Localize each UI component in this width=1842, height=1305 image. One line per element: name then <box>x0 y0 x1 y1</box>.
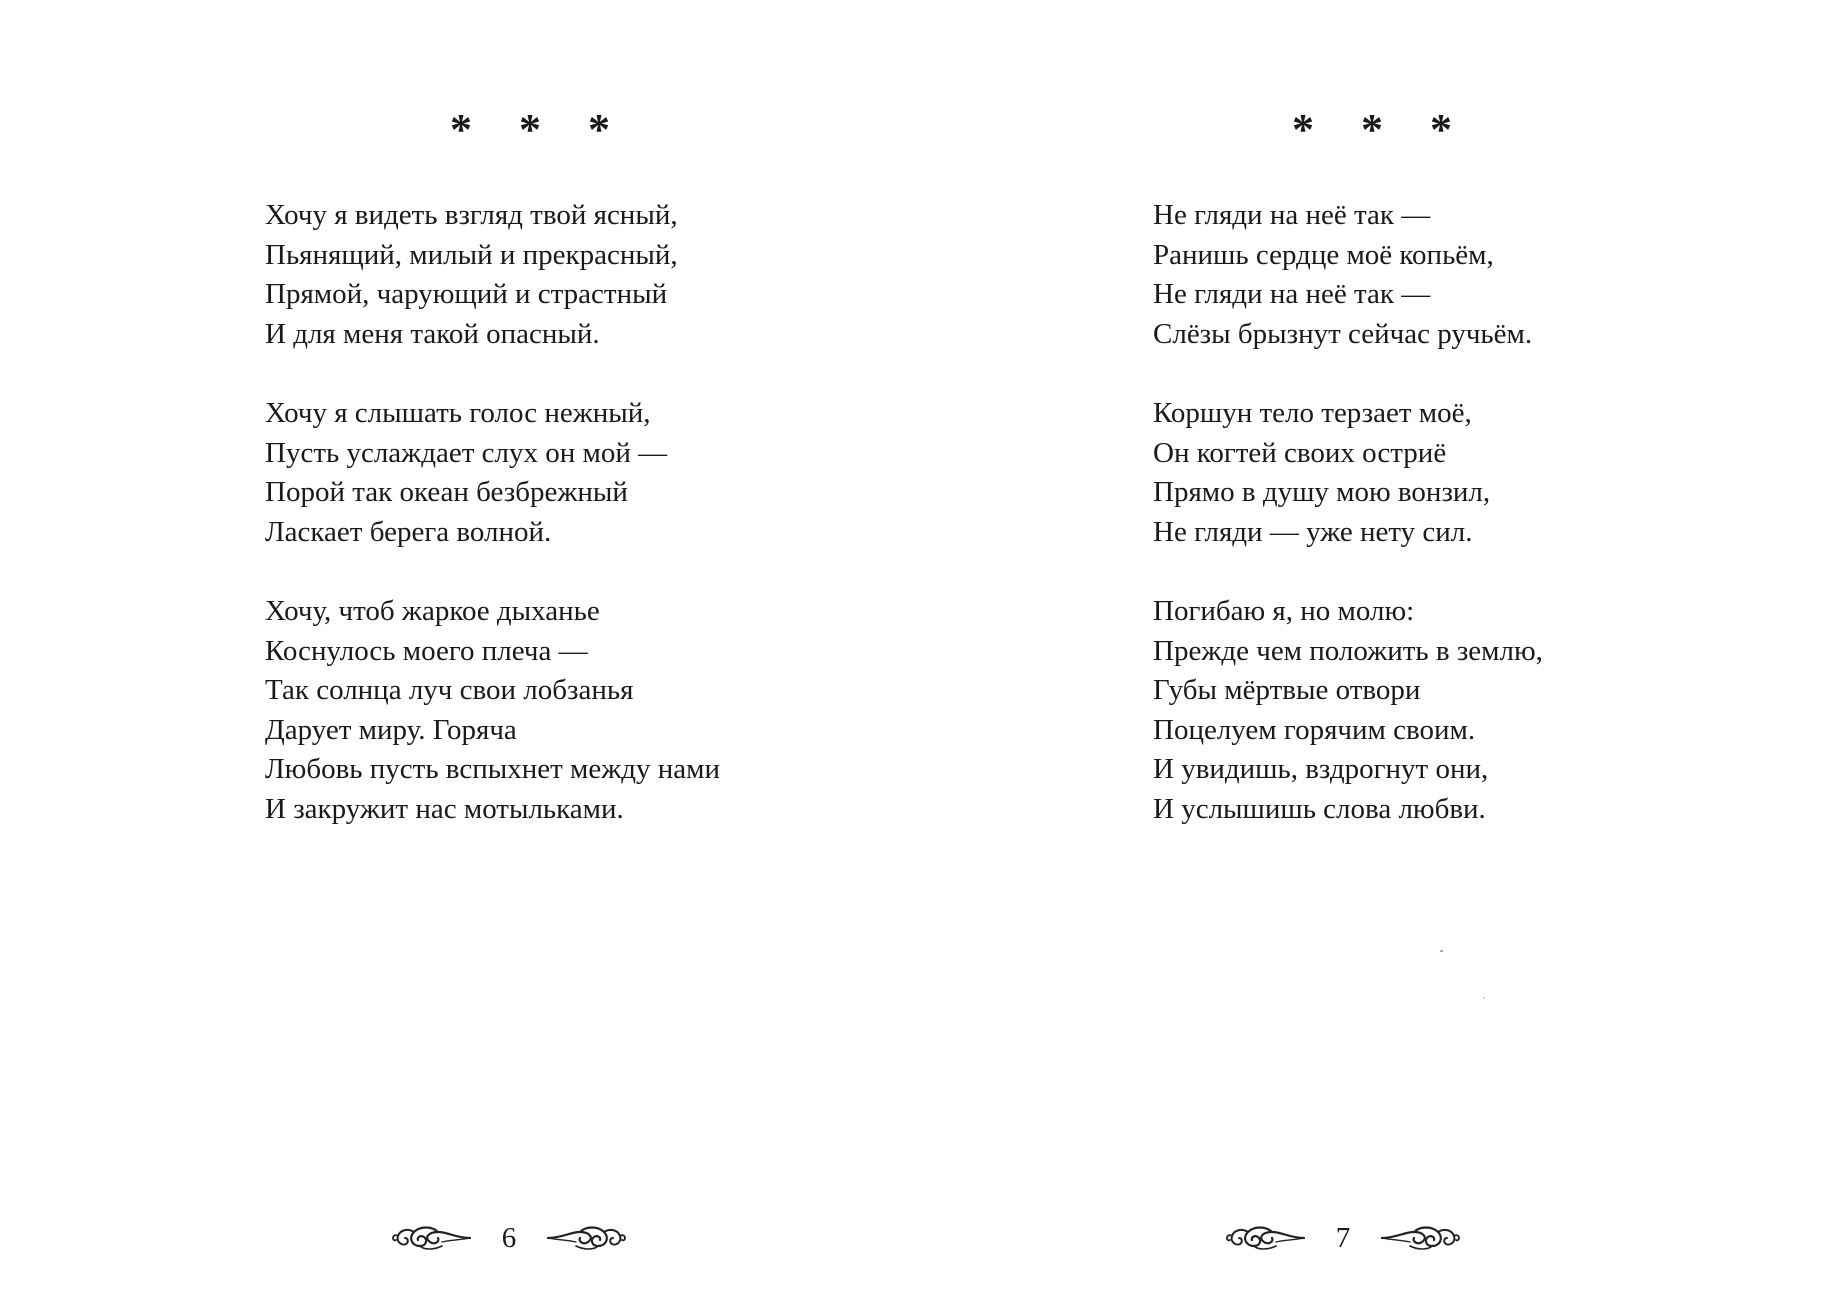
poem-line: Любовь пусть вспыхнет между нами <box>265 753 721 786</box>
poem-line: Прямо в душу мою вонзил, <box>1153 476 1491 509</box>
flourish-ornament-icon <box>1224 1222 1306 1254</box>
stanza <box>265 196 720 354</box>
stanza <box>265 592 720 830</box>
poem-line: Не гляди на неё так — <box>1153 199 1431 231</box>
print-speck <box>1483 997 1485 999</box>
right-page <box>921 0 1842 1305</box>
stanza <box>1153 592 1543 830</box>
poem-line: Пьянящий, милый и прекрасный, <box>265 238 678 271</box>
stanza <box>1153 394 1543 552</box>
poem-line: И для меня такой опасный. <box>265 317 600 350</box>
poem-line: Коршун тело терзает моё, <box>1153 396 1472 429</box>
poem-line: Ласкает берега волной. <box>265 515 552 548</box>
poem-line: Прежде чем положить в землю, <box>1153 634 1543 667</box>
section-separator: * * * <box>1292 105 1470 154</box>
page-number: 6 <box>501 1221 517 1254</box>
poem-line: Коснулось моего плеча — <box>265 634 588 667</box>
poem-line: Хочу, чтоб жаркое дыханье <box>265 594 600 627</box>
stanza <box>1153 196 1543 354</box>
page-number: 7 <box>1335 1221 1351 1254</box>
stanza <box>265 394 720 552</box>
section-separator: * * * <box>450 105 628 154</box>
flourish-ornament-icon <box>390 1222 472 1254</box>
page-footer <box>1224 1218 1462 1258</box>
poem-line: Порой так океан безбрежный <box>265 476 628 509</box>
poem-line: Хочу я слышать голос нежный, <box>265 396 651 429</box>
poem-line: Не гляди на неё так — <box>1153 278 1431 311</box>
poem <box>1153 196 1543 830</box>
poem-line: Пусть услаждает слух он мой — <box>265 436 668 469</box>
poem-line: Слёзы брызнут сейчас ручьём. <box>1153 317 1533 350</box>
poem-line: Прямой, чарующий и страстный <box>265 278 668 311</box>
poem-line: И увидишь, вздрогнут они, <box>1153 753 1489 786</box>
poem-line: И закружит нас мотыльками. <box>265 792 624 825</box>
poem-line: Не гляди — уже нету сил. <box>1153 515 1473 548</box>
poem-line: Губы мёртвые отвори <box>1153 674 1421 707</box>
page-footer <box>390 1218 628 1258</box>
flourish-ornament-icon <box>546 1222 628 1254</box>
poem-line: Так солнца луч свои лобзанья <box>265 674 634 707</box>
poem-line: Хочу я видеть взгляд твой ясный, <box>265 199 678 231</box>
print-speck <box>1440 950 1443 952</box>
poem-line: Дарует миру. Горяча <box>265 713 517 746</box>
poem-line: Он когтей своих остриё <box>1153 436 1447 469</box>
poem-line: Поцелуем горячим своим. <box>1153 713 1476 746</box>
flourish-ornament-icon <box>1380 1222 1462 1254</box>
poem-line: И услышишь слова любви. <box>1153 792 1486 825</box>
poem <box>265 196 720 830</box>
poem-line: Погибаю я, но молю: <box>1153 594 1415 627</box>
poem-line: Ранишь сердце моё копьём, <box>1153 238 1494 271</box>
